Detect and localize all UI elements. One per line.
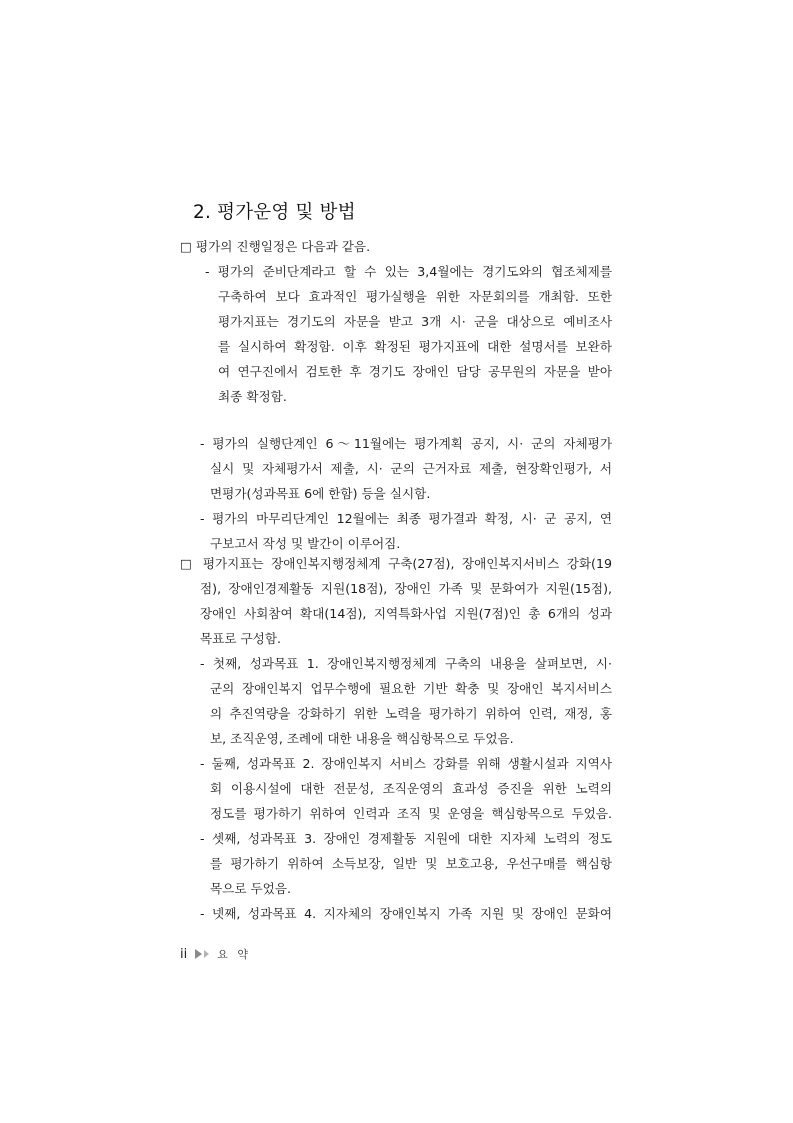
text-line: 를 평가하기 위하여 소득보장, 일반 및 보호고용, 우선구매를 핵심항 <box>210 856 612 871</box>
text-line: - 셋째, 성과목표 3. 장애인 경제활동 지원에 대한 지자체 노력의 정도 <box>200 831 612 846</box>
text-line: 장애인 사회참여 확대(14점), 지역특화사업 지원(7점)인 총 6개의 성과 <box>200 606 612 621</box>
text-line: 면평가(성과목표 6에 한함) 등을 실시함. <box>210 486 431 501</box>
text-line: 실시 및 자체평가서 제출, 시· 군의 근거자료 제출, 현장확인평가, 서 <box>210 461 612 476</box>
text-line: 점), 장애인경제활동 지원(18점), 장애인 가족 및 문화여가 지원(15점), <box>200 581 612 596</box>
text-line: - 넷째, 성과목표 4. 지자체의 장애인복지 가족 지원 및 장애인 문화여 <box>200 906 612 921</box>
text-line: □ 평가의 진행일정은 다음과 같음. <box>180 239 371 254</box>
text-line: 여 연구진에서 검토한 후 경기도 장애인 담당 공무원의 자문을 받아 <box>218 364 612 379</box>
double-arrow-icon <box>195 949 209 959</box>
text-line: 의 추진역량을 강화하기 위한 노력을 평가하기 위하여 인력, 재정, 홍 <box>210 706 612 721</box>
text-line: - 둘째, 성과목표 2. 장애인복지 서비스 강화를 위해 생활시설과 지역사 <box>200 756 612 771</box>
text-line: - 평가의 마무리단계인 12월에는 최종 평가결과 확정, 시· 군 공지, 연 <box>200 511 612 526</box>
text-line: - 평가의 준비단계라고 할 수 있는 3,4월에는 경기도와의 협조체제를 <box>205 264 612 279</box>
text-line: 군의 장애인복지 업무수행에 필요한 기반 확충 및 장애인 복지서비스 <box>210 681 612 696</box>
text-line: 평가지표는 경기도의 자문을 받고 3개 시· 군을 대상으로 예비조사 <box>218 314 612 329</box>
text-line: 정도를 평가하기 위하여 인력과 조직 및 운영을 핵심항목으로 두었음. <box>210 806 612 821</box>
text-line: 최종 확정함. <box>218 389 287 404</box>
text-line: 목으로 두었음. <box>210 881 291 896</box>
text-line: 구축하여 보다 효과적인 평가실행을 위한 자문회의를 개최함. 또한 <box>218 289 612 304</box>
text-line: 구보고서 작성 및 발간이 이루어짐. <box>210 536 401 551</box>
text-line: 목표로 구성함. <box>200 631 281 646</box>
text-line: - 평가의 실행단계인 6～11월에는 평가계획 공지, 시· 군의 자체평가 <box>200 436 612 451</box>
page-number: ii <box>180 946 188 962</box>
page-footer <box>180 945 251 963</box>
section-title: 2. 평가운영 및 방법 <box>193 202 356 223</box>
text-line: □ 평가지표는 장애인복지행정체계 구축(27점), 장애인복지서비스 강화(19 <box>180 556 612 571</box>
text-line: - 첫째, 성과목표 1. 장애인복지행정체계 구축의 내용을 살펴보면, 시· <box>200 656 612 671</box>
section-label: 요 약 <box>217 948 251 961</box>
text-line: 회 이용시설에 대한 전문성, 조직운영의 효과성 증진을 위한 노력의 <box>210 781 612 796</box>
text-line: 보, 조직운영, 조례에 대한 내용을 핵심항목으로 두었음. <box>210 731 514 746</box>
text-line: 를 실시하여 확정함. 이후 확정된 평가지표에 대한 설명서를 보완하 <box>218 339 612 354</box>
